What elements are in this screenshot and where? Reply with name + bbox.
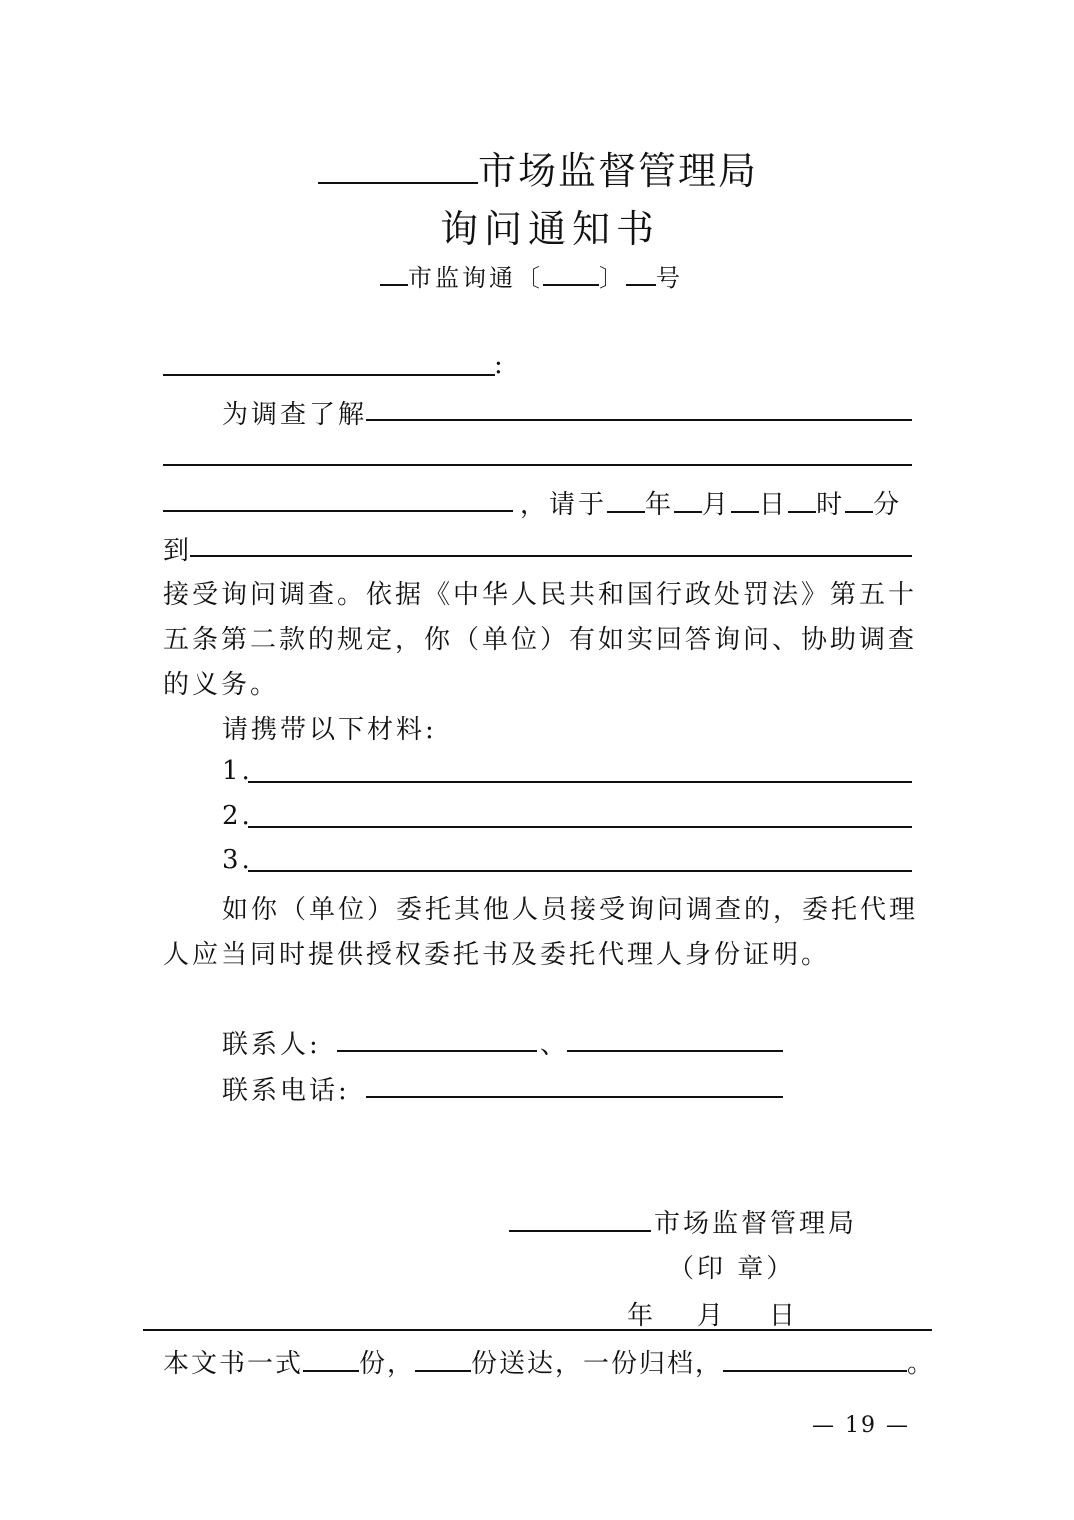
location-blank [190,555,912,557]
month-blank [674,485,702,513]
doc-number-blank-3 [626,260,656,286]
page-number: — 19 — [812,1413,910,1438]
contact-separator: 、 [540,1030,570,1060]
hour-label: 时 [816,490,846,520]
material-item-1: 1. [222,756,253,786]
date-month: 月 [697,1301,727,1331]
copies-text-3: 份送达，一份归档， [471,1349,724,1379]
material-item-3: 3. [222,845,253,875]
signature-agency: 市场监督管理局 [654,1209,858,1239]
footer-rule [143,1329,932,1331]
agency-title [318,140,758,195]
doc-number-text-1: 市监询通〔 [408,264,543,292]
seal-label: （印 章） [668,1254,796,1284]
doc-title: 询问通知书 [440,207,661,251]
day-label: 日 [759,490,789,520]
copies-end: 。 [907,1349,936,1379]
copies-line [163,1343,935,1380]
recipient-colon: : [494,350,506,380]
year-label: 年 [645,490,675,520]
legal-paragraph-line-2: 五条第二款的规定，你（单位）有如实回答询问、协助调查 [163,625,918,655]
contact-person-label: 联系人: [222,1030,321,1060]
minute-blank [845,485,873,513]
signature-agency-blank [509,1230,651,1232]
material-blank-3 [248,870,912,872]
delegate-paragraph-line-2: 人应当同时提供授权委托书及委托代理人身份证明。 [163,940,831,970]
contact-phone-label: 联系电话: [222,1076,350,1106]
material-blank-2 [248,826,912,828]
minute-label: 分 [873,490,903,520]
delegate-paragraph-line-1: 如你（单位）委托其他人员接受询问调查的，委托代理 [222,895,919,925]
investigate-prefix: 为调查了解 [222,400,368,430]
doc-number-text-3: 号 [656,264,683,292]
doc-number-blank-1 [380,260,408,286]
contact-person-blank-2 [567,1050,783,1052]
day-blank [731,485,759,513]
contact-phone-blank [366,1096,783,1098]
materials-heading: 请携带以下材料: [222,715,437,745]
copies-blank-2 [415,1344,471,1372]
investigate-blank-1 [366,419,912,421]
investigate-blank-3 [163,510,513,512]
recipient-blank [163,374,495,376]
date-day: 日 [769,1301,799,1331]
time-request-text: ，请于 [520,490,608,520]
year-blank [607,485,645,513]
copies-blank-1 [303,1344,359,1372]
time-request [520,484,902,521]
doc-number-text-2: 〕 [599,264,626,292]
date-year: 年 [627,1301,657,1331]
legal-paragraph-line-1: 接受询问调查。依据《中华人民共和国行政处罚法》第五十 [163,580,918,610]
agency-name-blank [318,144,478,184]
doc-number-blank-2 [543,260,599,286]
month-label: 月 [702,490,732,520]
copies-text-1: 本文书一式 [163,1349,304,1379]
hour-blank [788,485,816,513]
material-item-2: 2. [222,801,253,831]
copies-text-2: 份， [359,1349,416,1379]
doc-number [380,258,683,293]
material-blank-1 [248,781,912,783]
archive-blank [723,1344,907,1372]
agency-title-suffix: 市场监督管理局 [478,149,759,193]
legal-paragraph-line-3: 的义务。 [163,670,280,700]
investigate-blank-2 [163,464,912,466]
location-prefix: 到 [163,536,193,566]
contact-person-blank-1 [337,1050,537,1052]
